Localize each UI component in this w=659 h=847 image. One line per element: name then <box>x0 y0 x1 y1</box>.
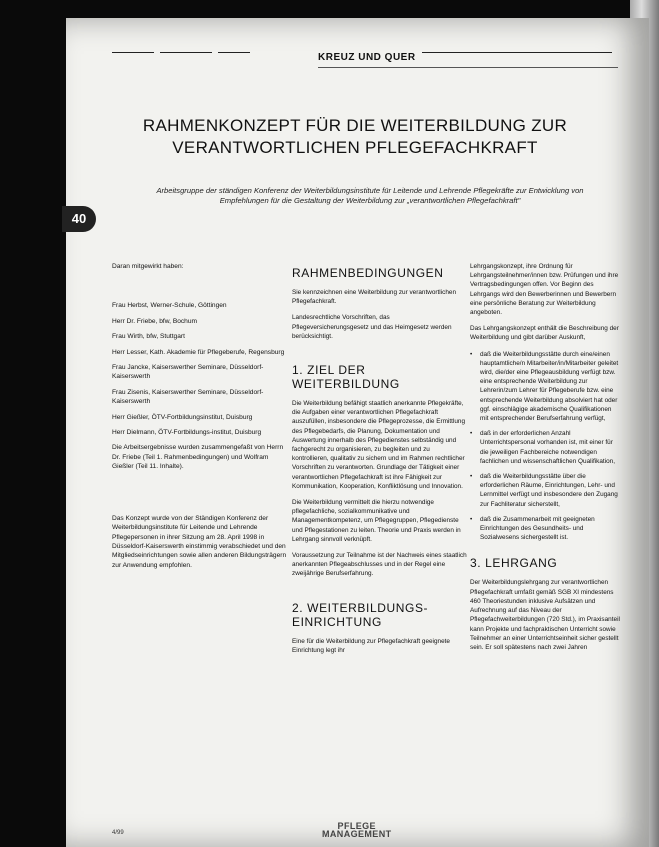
requirements-list <box>470 350 620 543</box>
list-item: • daß die Weiterbildungsstätte durch eine/einen hauptamtliche/n Mitarbeiter/in/Mitarbeiter geleitet wird, die/der eine Pflegeausbildung verfügt bzw. eine entsprechende Weiterbildung zur Lehrerin/zum Lehrer für Pflegeberufe bzw. eine entsprechende Weiterbildung absolviert hat oder ggf. einschlägige akademische Qualifikationen mit entsprechender Berufserfahrung verfügt, <box>470 350 620 424</box>
paragraph: Lehrgangskonzept, ihre Ordnung für Lehrgangsteilnehmer/innen bzw. Prüfungen und ihre Vertragsbedingungen offen. Vor Beginn des Lehrgangs wird den Bewerberinnen und Bewerbern eine persönliche Beratung zur Weiterbildung angeboten. <box>470 263 619 317</box>
article-title-line-1: RAHMENKONZEPT FÜR DIE WEITERBILDUNG ZUR <box>142 116 568 135</box>
contributor-3: Frau Wirth, bfw, Stuttgart <box>112 333 185 341</box>
section-heading-rahmenbedingungen: RAHMENBEDINGUNGEN <box>292 266 444 280</box>
list-item: • daß in der erforderlichen Anzahl Unterrichtspersonal vorhanden ist, mit einer für die jeweiligen Fachbereiche notwendigen fachlichen und wissenschaftlichen Qualifikation, <box>470 429 620 466</box>
contributor-2: Herr Dr. Friebe, bfw, Bochum <box>112 317 198 325</box>
paragraph: Die Weiterbildung befähigt staatlich anerkannte Pflegekräfte, die Aufgaben einer verantwortlichen Pflegefachkraft auszufüllen, insbesondere die Pflegeprozesse, die Ermittlung des Pflegebedarfs, die Planung, Dokumentation und Auswertung innerhalb des Pflegedienstes selbständig und fachgerecht zu organisieren, zu begleiten und zu kontrollieren, qualitativ zu sichern und im Rahmen rechtlicher Vorschriften zu verantworten. Grundlage der Tätigkeit einer verantwortlichen Pflegefachkraft ist ihre Fähigkeit zur Kommunikation, Kooperation, Konfliktlösung und Innovation. <box>292 400 466 490</box>
contributors-column <box>112 262 288 577</box>
contributor-1: Frau Herbst, Werner-Schule, Göttingen <box>112 302 227 310</box>
contributor-8: Herr Dielmann, ÖTV-Fortbildungs-institut, Duisburg <box>112 429 262 437</box>
section-heading-ziel: 1. ZIEL DER WEITERBILDUNG <box>292 363 400 392</box>
paragraph: Landesrechtliche Vorschriften, das Pflegeversicherungsgesetz und das Heimgesetz werden berücksichtigt. <box>292 314 452 340</box>
header-rule-lower <box>318 67 618 68</box>
list-item: • daß die Zusammenarbeit mit geeigneten Einrichtungen des Gesundheits- und Sozialwesens sichergestellt ist. <box>470 515 620 543</box>
contributor-7: Herr Gießler, ÖTV-Fortbildungsinstitut, Duisburg <box>112 413 253 421</box>
contributor-6: Frau Zisenis, Kaiserswerther Seminare, Düsseldorf-Kaiserswerth <box>112 388 264 406</box>
contributor-4: Herr Lesser, Kath. Akademie für Pflegeberufe, Regensburg <box>112 348 285 356</box>
paragraph: Voraussetzung zur Teilnahme ist der Nachweis eines staatlich anerkannten Pflegeabschlusses und in der Regel eine zweijährige Berufserfahrung. <box>292 552 467 578</box>
paragraph: Die Weiterbildung vermittelt die hierzu notwendige pflegefachliche, sozialkommunikative und Managementkompetenz, um Pflegegruppen, Pflegedienste und Pflegestationen zu leiten. Theorie und Praxis werden in Lehrgang sinnvoll verknüpft. <box>292 499 461 543</box>
paragraph: Sie kennzeichnen eine Weiterbildung zur verantwortlichen Pflegefachkraft. <box>292 289 457 306</box>
magazine-logo <box>322 822 392 838</box>
paragraph: Das Lehrgangskonzept enthält die Beschreibung der Weiterbildung und gibt darüber Auskunft, <box>470 325 619 342</box>
contributors-label: Daran mitgewirkt haben: <box>112 263 184 270</box>
article-intro: Arbeitsgruppe der ständigen Konferenz der Weiterbildungsinstitute für Leitende und Lehrende Pflegekräfte zur Entwicklung von Empfehlungen für die Gestaltung der Weiterbildung zur „verantwortlichen Pflegefachkraft" <box>156 186 584 205</box>
section-label: KREUZ UND QUER <box>318 52 416 63</box>
section-heading-einrichtung: 2. WEITERBILDUNGS-EINRICHTUNG <box>292 600 429 629</box>
header-rule-right <box>422 52 612 53</box>
issue-number: 4/99 <box>112 830 124 836</box>
header-rule-left-1 <box>112 52 154 53</box>
list-item: • daß die Weiterbildungsstätte über die erforderlichen Räume, Einrichtungen, Lehr- und Lernmittel verfügt und insbesondere den Zugang zur Fachliteratur sicherstellt, <box>470 472 620 509</box>
paragraph: Eine für die Weiterbildung zur Pflegefachkraft geeignete Einrichtung legt ihr <box>292 637 450 654</box>
header-rule-left-3 <box>218 52 250 53</box>
summary-note: Die Arbeitsergebnisse wurden zusammengefaßt von Herrn Dr. Friebe (Teil 1. Rahmenbedingungen) und Wolfram Gießler (Teil 11. Inhalte). <box>112 444 284 471</box>
header-rule-left-2 <box>160 52 212 53</box>
paragraph: Der Weiterbildungslehrgang zur verantwortlichen Pflegefachkraft umfaßt gemäß SGB XI mindestens 460 Theoriestunden inklusive Aufsätzen und Aufrechnung auf das Niveau der Pflegefachweiterbildungen (720 Std.), im Praxisanteil kann Projekte und fachpraktischen Unterricht sowie Teilnehmer an einer Unterrichtseinheit sicher gestellt sein. Er soll spätestens nach zwei Jahren <box>470 579 620 651</box>
logo-line-1: PFLEGE <box>337 821 376 831</box>
section-heading-lehrgang: 3. LEHRGANG <box>470 556 558 571</box>
page-number-tab: 40 <box>62 206 96 232</box>
body-column-2 <box>292 262 468 662</box>
body-column-3 <box>470 262 620 659</box>
contributor-5: Frau Jancke, Kaiserswerther Seminare, Düsseldorf-Kaiserswerth <box>112 364 264 381</box>
logo-line-2: MANAGEMENT <box>322 829 392 839</box>
article-title-line-2: VERANTWORTLICHEN PFLEGEFACHKRAFT <box>172 138 538 157</box>
resolution-note: Das Konzept wurde von der Ständigen Konferenz der Weiterbildungsinstitute für Leitende und Lehrende Pflegepersonen in ihrer Sitzung am 28. April 1998 in Düsseldorf-Kaiserswerth einstimmig verabschiedet und den Mitgliedseinrichtungen sowie allen anderen Bildungsträgern zur Anwendung empfohlen. <box>112 514 287 569</box>
